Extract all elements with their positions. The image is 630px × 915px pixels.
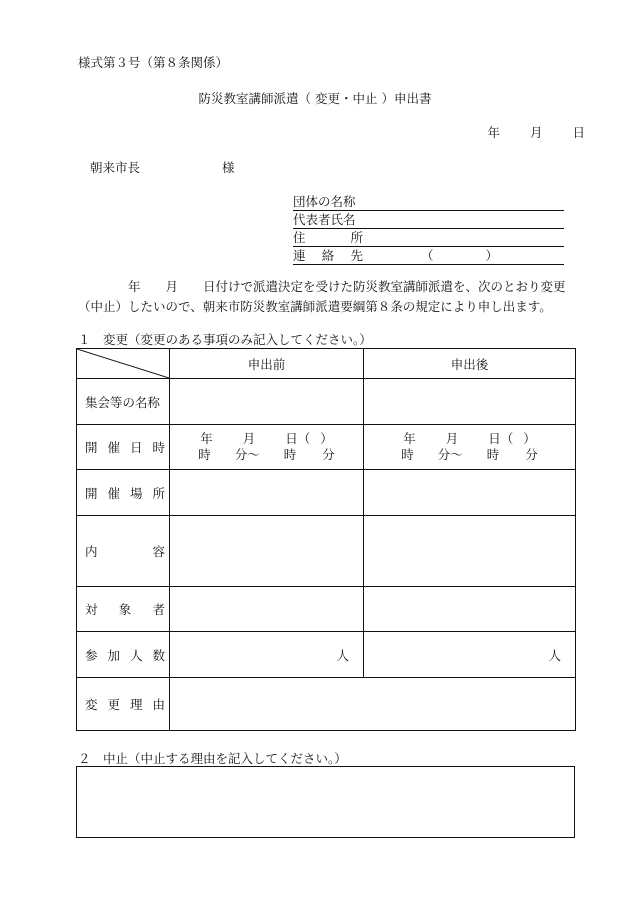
row-label-content (77, 516, 170, 587)
label-char: 数 (152, 647, 165, 663)
representative-field[interactable] (293, 211, 564, 229)
label-char: 由 (152, 697, 165, 712)
addressee (90, 158, 235, 176)
row-label-reason (77, 678, 170, 731)
document-title: 防災教室講師派遣（ 変更・中止 ）申出書 (198, 91, 432, 106)
diagonal-header-cell (77, 349, 170, 379)
form-number: 様式第３号（第８条関係） (78, 55, 229, 70)
cell-before-target[interactable] (170, 587, 364, 632)
addressee-honorific: 様 (222, 160, 235, 175)
table-header-row (77, 349, 576, 379)
address-char: 住 (293, 230, 306, 245)
cell-after-target[interactable] (364, 587, 576, 632)
label-char: 開 (85, 440, 98, 455)
paren-close: ） (485, 248, 498, 263)
cell-before-content[interactable] (170, 516, 364, 587)
table-row (77, 678, 576, 731)
cell-reason[interactable] (170, 678, 576, 731)
label-char: 象 (118, 602, 132, 617)
table-row (77, 470, 576, 516)
row-label-datetime (77, 425, 170, 470)
label-char: 開 (85, 485, 98, 501)
label-char: 理 (129, 697, 143, 712)
cell-after-datetime[interactable]: 年 月 日（ ） 時 分～ 時 分 (364, 425, 576, 470)
address-char: 所 (350, 230, 363, 245)
contact-char: 先 (350, 248, 363, 263)
label-char: 内 (85, 544, 98, 559)
cell-before-place[interactable] (170, 470, 364, 516)
table-row (77, 425, 576, 470)
cell-after-participants[interactable] (364, 632, 576, 678)
section-cancel-heading: ２ 中止（中止する理由を記入してください。） (78, 751, 347, 766)
cell-after-content[interactable] (364, 516, 576, 587)
applicant-block (293, 193, 564, 265)
org-name-label: 団体の名称 (293, 194, 356, 209)
date-month: 月 (529, 125, 543, 140)
cancel-reason-box[interactable] (76, 766, 575, 838)
row-label-target (77, 587, 170, 632)
representative-label: 代表者氏名 (293, 212, 356, 227)
person-unit: 人 (548, 647, 561, 663)
label-char: 変 (85, 697, 98, 712)
label-char: 加 (107, 647, 120, 663)
label-char: 者 (152, 602, 165, 617)
cell-before-datetime[interactable]: 年 月 日（ ） 時 分～ 時 分 (170, 425, 364, 470)
address-label (293, 229, 363, 246)
contact-char: 絡 (321, 248, 335, 263)
body-text: 年 月 日付けで派遣決定を受けた防災教室講師派遣を、次のとおり変更（中止）したいので、朝来市防災教室講師派遣要綱第８条の規定により申し出ます。 (78, 279, 566, 314)
date-line (487, 123, 585, 141)
row-label-name: 集会等の名称 (77, 379, 170, 425)
contact-field[interactable] (293, 247, 564, 265)
header-after: 申出後 (364, 349, 576, 379)
date-day: 日 (572, 125, 585, 140)
label-char: 容 (152, 544, 165, 559)
section-change-heading: １ 変更（変更のある事項のみ記入してください。） (78, 332, 372, 347)
paren-open: （ (421, 248, 434, 263)
person-unit: 人 (336, 647, 349, 663)
label-char: 時 (152, 440, 165, 455)
contact-label (293, 247, 363, 264)
label-char: 対 (85, 602, 98, 617)
cell-after-place[interactable] (364, 470, 576, 516)
table-row (77, 587, 576, 632)
table-row (77, 632, 576, 678)
contact-char: 連 (293, 248, 306, 263)
org-name-field[interactable] (293, 193, 564, 211)
label-char: 参 (85, 647, 98, 663)
table-row (77, 379, 576, 425)
label-char: 所 (152, 485, 165, 501)
address-field[interactable] (293, 229, 564, 247)
table-row (77, 516, 576, 587)
change-table (76, 348, 576, 731)
cell-after-name[interactable] (364, 379, 576, 425)
label-char: 催 (107, 440, 120, 455)
label-char: 更 (107, 697, 120, 712)
addressee-name: 朝来市長 (90, 160, 141, 175)
date-year: 年 (487, 125, 500, 140)
contact-phone-parens (421, 247, 498, 264)
row-label-place (77, 470, 170, 516)
cell-before-participants[interactable] (170, 632, 364, 678)
cell-before-name[interactable] (170, 379, 364, 425)
diagonal-line (77, 349, 169, 378)
label-char: 人 (129, 647, 143, 663)
label-char: 日 (129, 440, 143, 455)
header-before: 申出前 (170, 349, 364, 379)
label-char: 催 (107, 485, 120, 501)
label-char: 場 (129, 485, 143, 501)
row-label-participants (77, 632, 170, 678)
